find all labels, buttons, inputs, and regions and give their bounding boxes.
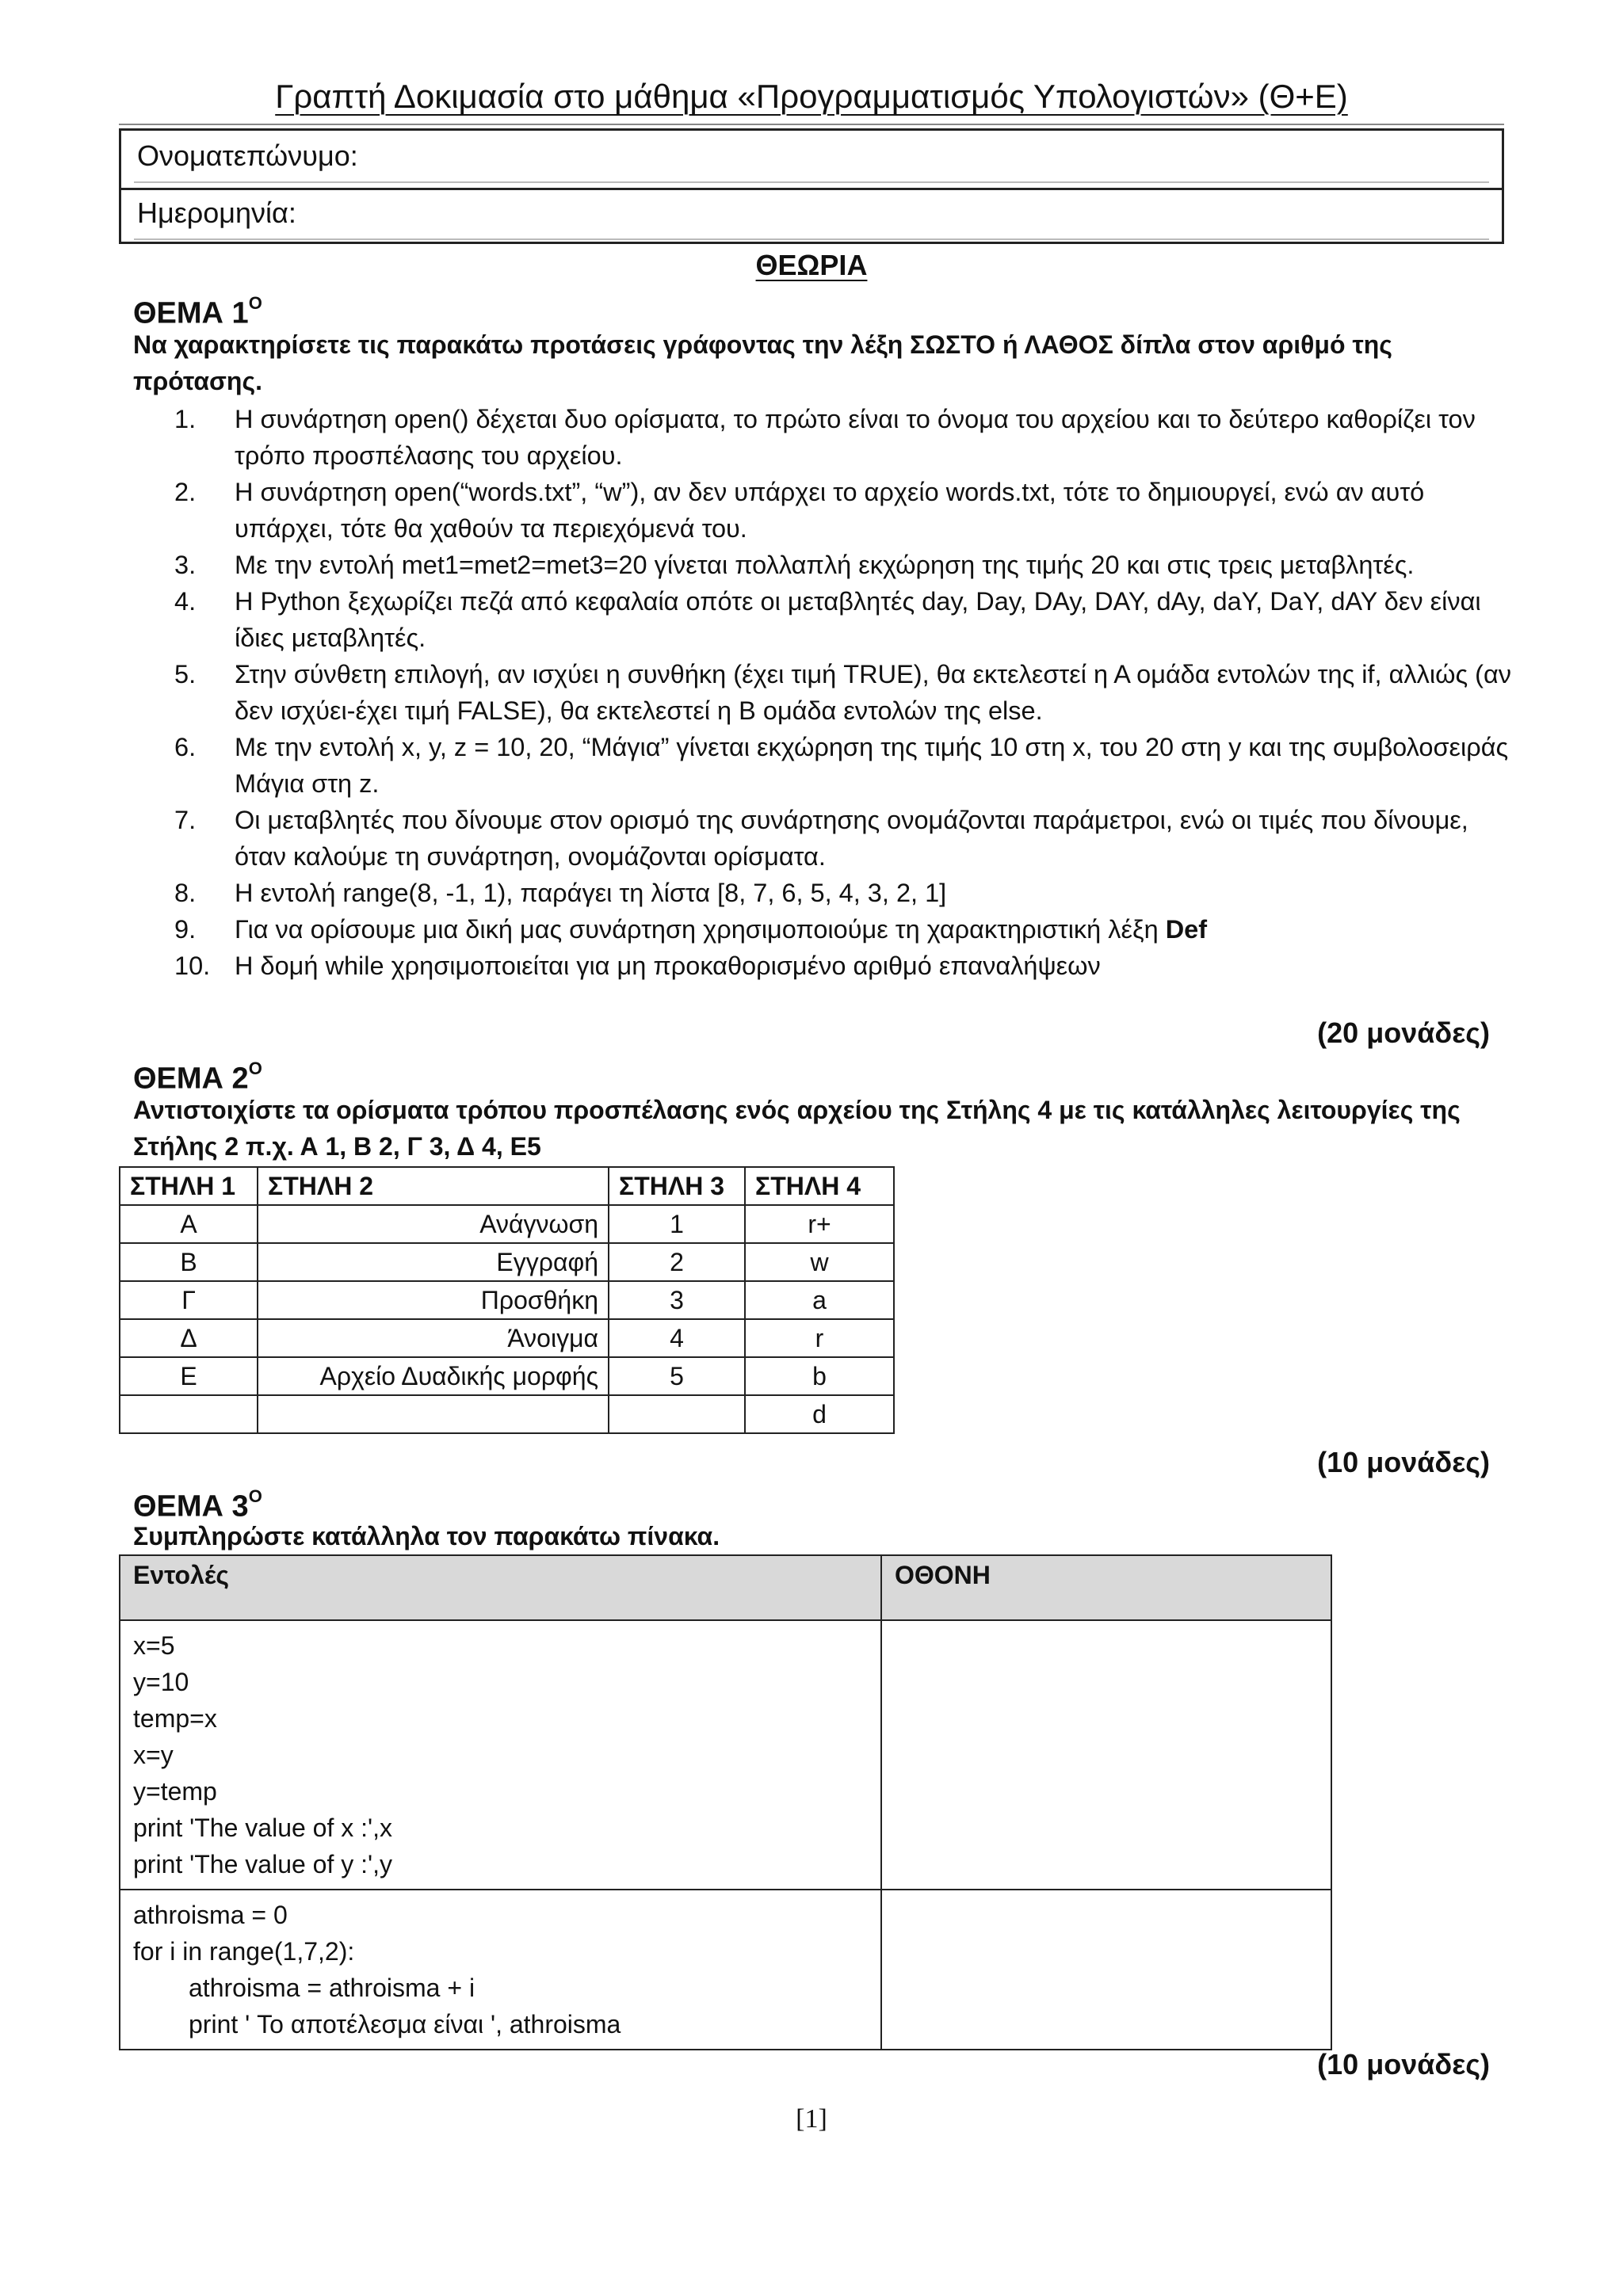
table-cell: 5: [609, 1357, 745, 1395]
statement-text: Για να ορίσουμε μια δική μας συνάρτηση χρησιμοποιούμε τη χαρακτηριστική λέξη: [235, 915, 1166, 944]
statement-text: Η δομή while χρησιμοποιείται για μη προκαθορισμένο αριθμό επαναλήψεων: [235, 952, 1101, 980]
table-cell: Ε: [120, 1357, 258, 1395]
code-line: y=temp: [133, 1777, 217, 1806]
document-title: Γραπτή Δοκιμασία στο μάθημα «Προγραμματισμός Υπολογιστών» (Θ+Ε): [275, 78, 1348, 115]
date-label: Ημερομηνία:: [137, 196, 296, 229]
matching-table-header: [120, 1167, 894, 1205]
code-line: x=y: [133, 1741, 174, 1769]
table-cell: Γ: [120, 1281, 258, 1319]
table-cell: [258, 1395, 609, 1433]
statement-text: Με την εντολή met1=met2=met3=20 γίνεται πολλαπλή εκχώρηση της τιμής 20 και στις τρεις μεταβλητές.: [235, 551, 1415, 579]
code-cell: [120, 1620, 881, 1890]
statement-number: 1.: [174, 405, 197, 433]
topic3-points: (10 μονάδες): [1317, 2048, 1490, 2081]
screen-column-header: ΟΘΟΝΗ: [881, 1555, 1331, 1620]
statement-text: Η Python ξεχωρίζει πεζά από κεφαλαία οπότε οι μεταβλητές day, Day, DAy, DAY, dAy, daY, DaY, dAY δεν είναι ίδιες μεταβλητές.: [235, 587, 1481, 652]
page-number: [1]: [796, 2104, 827, 2134]
statement-item: [133, 802, 1512, 875]
column-header: ΣΤΗΛΗ 4: [745, 1167, 894, 1205]
code-line: print 'The value of x :',x: [133, 1814, 393, 1842]
statement-text: Η συνάρτηση open() δέχεται δυο ορίσματα, το πρώτο είναι το όνομα του αρχείου και το δεύτερο καθορίζει τον τρόπο προσπέλασης του αρχείου.: [235, 405, 1476, 470]
commands-column-header: Εντολές: [120, 1555, 881, 1620]
table-cell: r+: [745, 1205, 894, 1243]
table-cell: r: [745, 1319, 894, 1357]
statement-item: [133, 875, 1512, 911]
statement-item: [133, 547, 1512, 583]
code-line: print 'The value of y :',y: [133, 1850, 393, 1878]
topic1-instruction: Να χαρακτηρίσετε τις παρακάτω προτάσεις γράφοντας την λέξη ΣΩΣΤΟ ή ΛΑΘΟΣ δίπλα στον αριθμό της πρότασης.: [133, 330, 1392, 395]
statement-text: Η εντολή range(8, -1, 1), παράγει τη λίστα [8, 7, 6, 5, 4, 3, 2, 1]: [235, 879, 947, 907]
table-cell: Ανάγνωση: [258, 1205, 609, 1243]
topic2-points: (10 μονάδες): [1317, 1446, 1490, 1478]
topic1-points: (20 μονάδες): [1317, 1016, 1490, 1049]
table-cell: Α: [120, 1205, 258, 1243]
code-line: for i in range(1,7,2):: [133, 1937, 355, 1966]
topic2-instruction: Αντιστοιχίστε τα ορίσματα τρόπου προσπέλασης ενός αρχείου της Στήλης 4 με τις κατάλληλες λειτουργίες της Στήλης 2 π.χ. Α 1, Β 2, Γ 3, Δ 4, Ε5: [133, 1096, 1461, 1161]
topic3-heading-text: ΘΕΜΑ 3: [133, 1489, 249, 1524]
statement-number: 6.: [174, 733, 197, 761]
table-cell: a: [745, 1281, 894, 1319]
table-cell: [609, 1395, 745, 1433]
column-header: ΣΤΗΛΗ 2: [258, 1167, 609, 1205]
column-header: ΣΤΗΛΗ 3: [609, 1167, 745, 1205]
table-row: [120, 1395, 894, 1433]
table-cell: Προσθήκη: [258, 1281, 609, 1319]
topic2-heading-sup: Ο: [248, 1058, 262, 1078]
statement-number: 7.: [174, 806, 197, 834]
table-cell: b: [745, 1357, 894, 1395]
table-row: [120, 1319, 894, 1357]
statement-number: 2.: [174, 478, 197, 506]
topic1-heading-sup: Ο: [248, 293, 262, 313]
matching-table: [119, 1166, 895, 1434]
table-cell: 4: [609, 1319, 745, 1357]
code-line: temp=x: [133, 1704, 217, 1733]
topic2-heading-text: ΘΕΜΑ 2: [133, 1062, 249, 1096]
screen-output-cell[interactable]: [881, 1890, 1331, 2050]
table-cell: [120, 1395, 258, 1433]
statement-item: [133, 583, 1512, 656]
date-field[interactable]: [134, 193, 1489, 240]
box-divider: [121, 188, 1502, 190]
statement-item: [133, 911, 1512, 948]
topic1-heading-text: ΘΕΜΑ 1: [133, 296, 249, 330]
code-line: athroisma = athroisma + i: [189, 1974, 475, 2002]
code-row: [120, 1620, 1331, 1890]
table-cell: d: [745, 1395, 894, 1433]
student-info-box: [119, 128, 1504, 244]
column-header: ΣΤΗΛΗ 1: [120, 1167, 258, 1205]
screen-output-cell[interactable]: [881, 1620, 1331, 1890]
title-underline-rule: [119, 124, 1504, 125]
statement-number: 4.: [174, 587, 197, 616]
table-row: [120, 1205, 894, 1243]
statement-number: 5.: [174, 660, 197, 688]
statement-keyword: Def: [1165, 915, 1208, 944]
statement-number: 8.: [174, 879, 197, 907]
statement-item: [133, 729, 1512, 802]
name-field[interactable]: [134, 135, 1489, 183]
code-output-table: [119, 1554, 1332, 2050]
table-cell: Εγγραφή: [258, 1243, 609, 1281]
table-cell: w: [745, 1243, 894, 1281]
statement-text: Η συνάρτηση open(“words.txt”, “w”), αν δεν υπάρχει το αρχείο words.txt, τότε το δημιουργεί, ενώ αν αυτό υπάρχει, τότε θα χαθούν τα περιεχόμενά του.: [235, 478, 1425, 543]
statement-number: 9.: [174, 915, 197, 944]
code-row: [120, 1890, 1331, 2050]
code-line: athroisma = 0: [133, 1901, 288, 1929]
statement-item: [133, 401, 1512, 474]
statement-item: [133, 948, 1512, 984]
statement-text: Στην σύνθετη επιλογή, αν ισχύει η συνθήκη (έχει τιμή TRUE), θα εκτελεστεί η Α ομάδα εντολών της if, αλλιώς (αν δεν ισχύει-έχει τιμή FALSE), θα εκτελεστεί η Β ομάδα εντολών της else.: [235, 660, 1512, 725]
theory-heading: ΘΕΩΡΙΑ: [755, 249, 868, 281]
code-table-header: [120, 1555, 1331, 1620]
code-line: x=5: [133, 1631, 175, 1660]
topic3-instruction: Συμπληρώστε κατάλληλα τον παρακάτω πίνακα.: [133, 1522, 720, 1550]
name-label: Ονοματεπώνυμο:: [137, 139, 358, 172]
table-cell: 3: [609, 1281, 745, 1319]
statement-list: [133, 401, 1512, 984]
table-cell: Δ: [120, 1319, 258, 1357]
statement-text: Οι μεταβλητές που δίνουμε στον ορισμό της συνάρτησης ονομάζονται παράμετροι, ενώ οι τιμές που δίνουμε, όταν καλούμε τη συνάρτηση, ονομάζονται ορίσματα.: [235, 806, 1468, 871]
table-cell: 1: [609, 1205, 745, 1243]
statement-item: [133, 656, 1512, 729]
table-cell: Άνοιγμα: [258, 1319, 609, 1357]
statement-text: Με την εντολή x, y, z = 10, 20, “Μάγια” γίνεται εκχώρηση της τιμής 10 στη x, του 20 στη y και της συμβολοσειράς Μάγια στη z.: [235, 733, 1509, 798]
statement-number: 10.: [174, 952, 211, 980]
code-line: print ' Το αποτέλεσμα είναι ', athroisma: [189, 2010, 621, 2039]
table-cell: Β: [120, 1243, 258, 1281]
statement-item: [133, 474, 1512, 547]
topic3-heading-sup: Ο: [248, 1486, 262, 1506]
table-cell: 2: [609, 1243, 745, 1281]
table-row: [120, 1243, 894, 1281]
table-cell: Αρχείο Δυαδικής μορφής: [258, 1357, 609, 1395]
table-row: [120, 1281, 894, 1319]
code-line: y=10: [133, 1668, 189, 1696]
table-row: [120, 1357, 894, 1395]
code-cell: [120, 1890, 881, 2050]
statement-number: 3.: [174, 551, 197, 579]
